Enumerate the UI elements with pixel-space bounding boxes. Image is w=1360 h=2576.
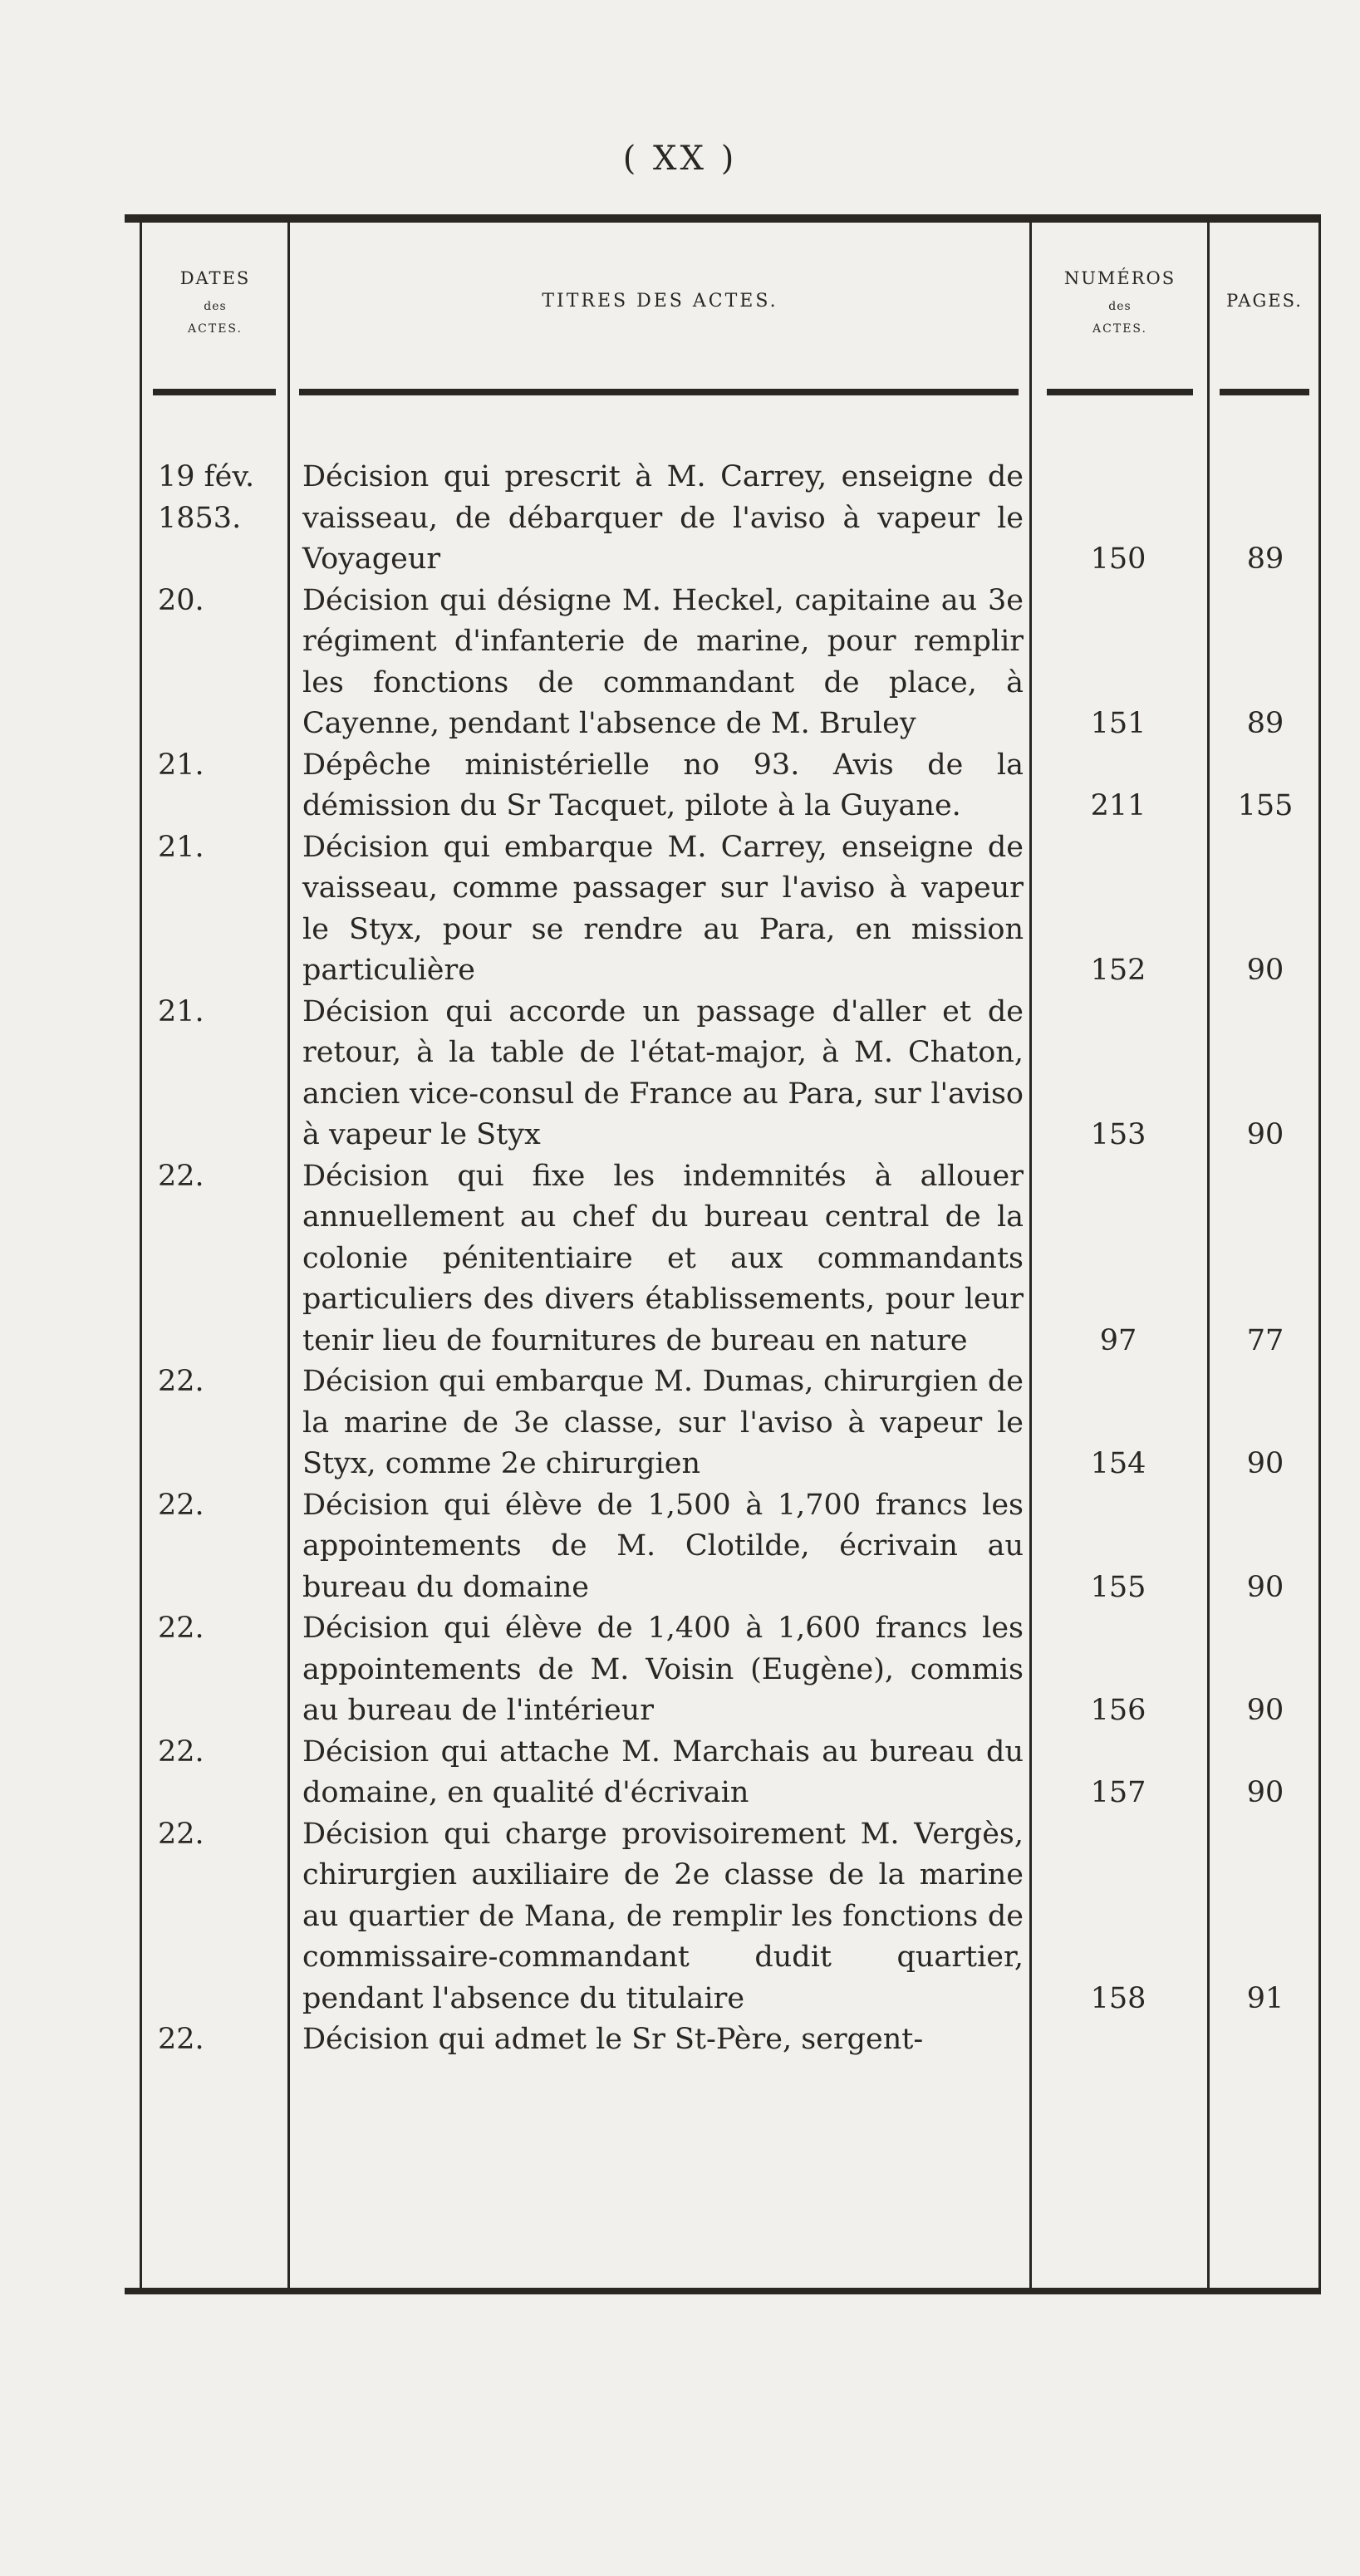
entry-date: 20. bbox=[158, 583, 204, 617]
table-row bbox=[125, 2019, 1321, 2061]
entry-number: 154 bbox=[1090, 1447, 1146, 1480]
entry-title-text: Décision qui prescrit à M. Carrey, enseigne de vaisseau, de débarquer de l'aviso à vapeur le Voyageur bbox=[302, 460, 1024, 576]
entry-title: Décision qui élève de 1,400 à 1,600 francs les appointements de M. Voisin (Eugène), commis au bureau de l'intérieur bbox=[302, 1612, 1024, 1727]
table-row bbox=[125, 827, 1321, 992]
header-line: des bbox=[204, 300, 227, 314]
entry-number: 153 bbox=[1090, 1118, 1146, 1151]
entry-page: 90 bbox=[1246, 1776, 1284, 1809]
column-header-dates bbox=[143, 239, 287, 364]
entry-number: 152 bbox=[1090, 954, 1146, 987]
entry-title: Décision qui attache M. Marchais au bureau du domaine, en qualité d'écrivain bbox=[302, 1735, 1024, 1809]
table-row bbox=[125, 1362, 1321, 1485]
header-line: TITRES DES ACTES. bbox=[542, 291, 778, 312]
table-row bbox=[125, 992, 1321, 1156]
table-row bbox=[125, 1608, 1321, 1732]
column-header-titles bbox=[291, 239, 1029, 364]
header-rule bbox=[299, 389, 1019, 395]
page-header: ( XX ) bbox=[622, 140, 738, 178]
entry-title: Décision qui élève de 1,500 à 1,700 francs les appointements de M. Clotilde, écrivain au bureau du domaine bbox=[302, 1488, 1024, 1604]
entry-date: 22. bbox=[158, 1735, 204, 1769]
header-line: PAGES. bbox=[1226, 291, 1303, 312]
entry-title: Décision qui embarque M. Carrey, enseigne de vaisseau, comme passager sur l'aviso à vapeur le Styx, pour se rendre au Para, en mission particulière bbox=[302, 830, 1024, 987]
entry-date: 22. bbox=[158, 1612, 204, 1645]
entry-page: 90 bbox=[1246, 954, 1284, 987]
entry-title: Décision qui charge provisoirement M. Vergès, chirurgien auxiliaire de 2e classe de la marine au quartier de Mana, de remplir les fonctions de commissaire-commandant dudit quartier, pendant l'absence du titulaire bbox=[302, 1817, 1024, 2015]
header-line: ACTES. bbox=[188, 321, 243, 336]
entry-date: 22. bbox=[158, 1488, 204, 1522]
table-row bbox=[125, 457, 1321, 581]
index-table bbox=[125, 214, 1321, 2294]
entry-page: 91 bbox=[1246, 1981, 1284, 2015]
entry-page: 90 bbox=[1246, 1447, 1284, 1480]
table-row bbox=[125, 1732, 1321, 1814]
header-rule bbox=[1220, 389, 1309, 395]
table-row bbox=[125, 1156, 1321, 1362]
entry-title: Décision qui accorde un passage d'aller et de retour, à la table de l'état-major, à M. Chaton, ancien vice-consul de France au Para, sur l'aviso à vapeur le Styx bbox=[302, 994, 1024, 1151]
entry-page: 90 bbox=[1246, 1570, 1284, 1604]
entry-number: 151 bbox=[1090, 707, 1146, 740]
entry-number: 156 bbox=[1090, 1694, 1146, 1727]
header-rule bbox=[1047, 389, 1193, 395]
entry-date: 22. bbox=[158, 1365, 204, 1398]
entry-page: 89 bbox=[1246, 707, 1284, 740]
entry-number: 97 bbox=[1099, 1323, 1137, 1357]
entry-date: 22. bbox=[158, 2023, 204, 2056]
column-header-numbers bbox=[1033, 239, 1207, 364]
header-rule bbox=[153, 389, 276, 395]
entry-date: 21. bbox=[158, 748, 204, 782]
column-header-pages bbox=[1210, 239, 1318, 364]
entry-page: 89 bbox=[1246, 542, 1284, 576]
entry-number: 150 bbox=[1090, 542, 1146, 576]
header-line: des bbox=[1108, 300, 1132, 314]
entry-title: Décision qui désigne M. Heckel, capitaine au 3e régiment d'infanterie de marine, pour remplir les fonctions de commandant de place, à Cayenne, pendant l'absence de M. Bruley bbox=[302, 583, 1024, 740]
header-line: ACTES. bbox=[1092, 321, 1147, 336]
entry-date: 22. bbox=[158, 1817, 204, 1851]
header-line: DATES bbox=[179, 268, 251, 289]
entry-number: 211 bbox=[1090, 789, 1146, 822]
entry-date: 19 fév. 1853. bbox=[158, 460, 255, 535]
entry-list bbox=[125, 457, 1321, 2061]
table-row bbox=[125, 745, 1321, 827]
table-row bbox=[125, 1485, 1321, 1609]
entry-date: 21. bbox=[158, 994, 204, 1028]
entry-page: 90 bbox=[1246, 1118, 1284, 1151]
entry-page: 77 bbox=[1246, 1323, 1284, 1357]
entry-title: Dépêche ministérielle no 93. Avis de la démission du Sr Tacquet, pilote à la Guyane. bbox=[302, 748, 1024, 822]
entry-page: 90 bbox=[1246, 1694, 1284, 1727]
table-row bbox=[125, 1814, 1321, 2020]
entry-date: 21. bbox=[158, 830, 204, 864]
entry-number: 158 bbox=[1090, 1981, 1146, 2015]
header-line: NUMÉROS bbox=[1063, 268, 1176, 289]
entry-title: Décision qui fixe les indemnités à allouer annuellement au chef du bureau central de la colonie pénitentiaire et aux commandants particuliers des divers établissements, pour leur tenir lieu de fournitures de bureau en nature bbox=[302, 1159, 1024, 1357]
entry-title: Décision qui embarque M. Dumas, chirurgien de la marine de 3e classe, sur l'aviso à vapeur le Styx, comme 2e chirurgien bbox=[302, 1365, 1024, 1480]
entry-number: 157 bbox=[1090, 1776, 1146, 1809]
entry-date: 22. bbox=[158, 1159, 204, 1193]
table-row bbox=[125, 581, 1321, 745]
entry-number: 155 bbox=[1090, 1570, 1146, 1604]
entry-page: 155 bbox=[1237, 789, 1294, 822]
entry-title bbox=[302, 457, 1024, 581]
entry-title: Décision qui admet le Sr St-Père, sergent- bbox=[302, 2023, 924, 2056]
